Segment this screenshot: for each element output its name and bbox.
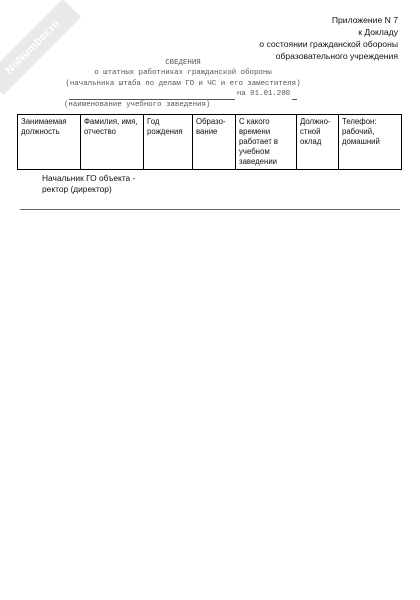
heading-date-row [38, 89, 328, 99]
staff-table [17, 114, 402, 170]
document-heading [38, 58, 328, 110]
table-header-row [18, 115, 402, 170]
heading-title: СВЕДЕНИЯ [165, 59, 201, 67]
column-header: Телефон: рабочий, домашний [339, 115, 402, 170]
appendix-block [178, 14, 398, 62]
year-blank [292, 92, 297, 100]
signature-block [42, 173, 135, 195]
appendix-line: Приложение N 7 [331, 15, 398, 25]
column-header: Должно- стной оклад [297, 115, 339, 170]
watermark-text: NoNumber.ru [3, 17, 63, 77]
heading-date: на 01.01.200 [236, 90, 291, 99]
column-header: Год рождения [144, 115, 193, 170]
appendix-line: к Докладу [358, 27, 398, 37]
appendix-line: образовательного учреждения [275, 51, 398, 61]
heading-line-2: (начальника штаба по делам ГО и ЧС и его заместителя) [65, 79, 301, 88]
institution-hint: (наименование учебного заведения) [64, 100, 211, 109]
column-header: Занимаемая должность [18, 115, 81, 170]
signature-line-2: ректор (директор) [42, 184, 112, 194]
column-header: Образо- вание [193, 115, 236, 170]
heading-line-1: о штатных работниках гражданской обороны [94, 69, 272, 78]
signature-line-1: Начальник ГО объекта - [42, 173, 136, 183]
appendix-line: о состоянии гражданской обороны [259, 39, 398, 49]
institution-blank [69, 92, 235, 100]
divider-line [20, 209, 400, 210]
column-header: С какого времени работает в учебном заведении [236, 115, 297, 170]
column-header: Фамилия, имя, отчество [81, 115, 144, 170]
